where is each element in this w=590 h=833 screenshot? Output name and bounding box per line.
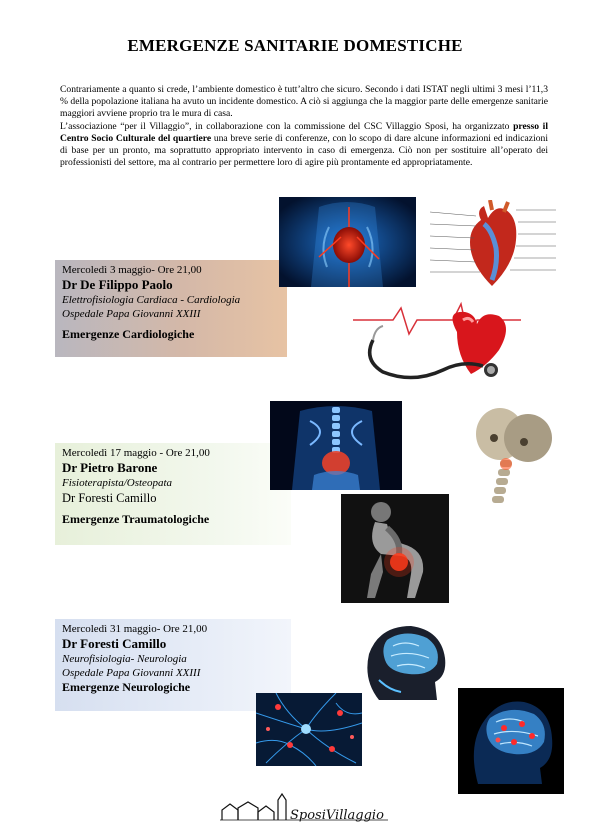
event-doctor: Dr De Filippo Paolo [62, 277, 173, 292]
heart-anatomy-diagram [426, 200, 561, 292]
event-doctor: Dr Pietro Barone [62, 460, 158, 475]
event-card-cardiology [55, 260, 287, 357]
event-topic: Emergenze Neurologiche [62, 680, 191, 694]
event-date: Mercoledì 3 maggio- Ore 21,00 [62, 264, 202, 276]
event-date: Mercoledì 17 maggio - Ore 21,00 [62, 447, 210, 459]
intro-p2-end: una breve serie di conferenze, con lo scopo di dare alcune informazioni ed indicazioni di base per un pronto, ma soprattutto appropriato intervento in caso di emergenza. Ciò non per sostituire all’operato dei professionisti del settore, ma al contrario per permettere loro di agire più prontamente ed appropriatamente. [60, 132, 548, 169]
neuron-network-image [256, 693, 362, 766]
page-title: EMERGENZE SANITARIE DOMESTICHE [127, 36, 463, 55]
event-specialty: Fisioterapista/Osteopata [62, 477, 172, 489]
stethoscope-heart-image [353, 300, 521, 386]
event-specialty: Elettrofisiologia Cardiaca - Cardiologia [62, 294, 241, 306]
skull-spine-image [466, 402, 561, 509]
brain-scan-image [458, 688, 564, 794]
intro-p2-bold: presso il Centro Socio Culturale del quartiere [60, 120, 548, 144]
event-specialty: Neurofisiologia- Neurologia [62, 653, 187, 665]
event-hospital: Ospedale Papa Giovanni XXIII [62, 308, 201, 320]
event-doctor: Dr Foresti Camillo [62, 636, 167, 651]
intro-p2-start: L’associazione “per il Villaggio”, in collaborazione con la commissione del CSC Villaggio Sposi, ha organizzato [60, 120, 514, 132]
event-date: Mercoledì 31 maggio- Ore 21,00 [62, 623, 208, 635]
event-topic: Emergenze Traumatologiche [62, 512, 210, 526]
spine-xray-image [270, 401, 402, 490]
head-brain-xray-image [349, 620, 455, 713]
intro-paragraph-1: Contrariamente a quanto si crede, l’ambiente domestico è tutt’altro che sicuro. Secondo i dati ISTAT negli ultimi 3 mesi l’11,3 % della popolazione italiana ha avuto un incidente domestico. A ciò si aggiunga che la maggior parte delle emergenze sanitarie maggiori avviene proprio tra le mura di casa. [60, 84, 548, 120]
footer-logo-text: SposiVillaggio [290, 808, 384, 823]
footer-logo [218, 790, 388, 826]
knee-pain-image [341, 494, 449, 603]
event-hospital: Ospedale Papa Giovanni XXIII [62, 667, 201, 679]
event-topic: Emergenze Cardiologiche [62, 327, 195, 341]
event-second-doctor: Dr Foresti Camillo [62, 491, 157, 505]
intro-paragraph-2 [60, 121, 548, 170]
intro-text [60, 84, 548, 169]
heart-xray-image [279, 197, 416, 287]
event-card-traumatology [55, 443, 291, 545]
